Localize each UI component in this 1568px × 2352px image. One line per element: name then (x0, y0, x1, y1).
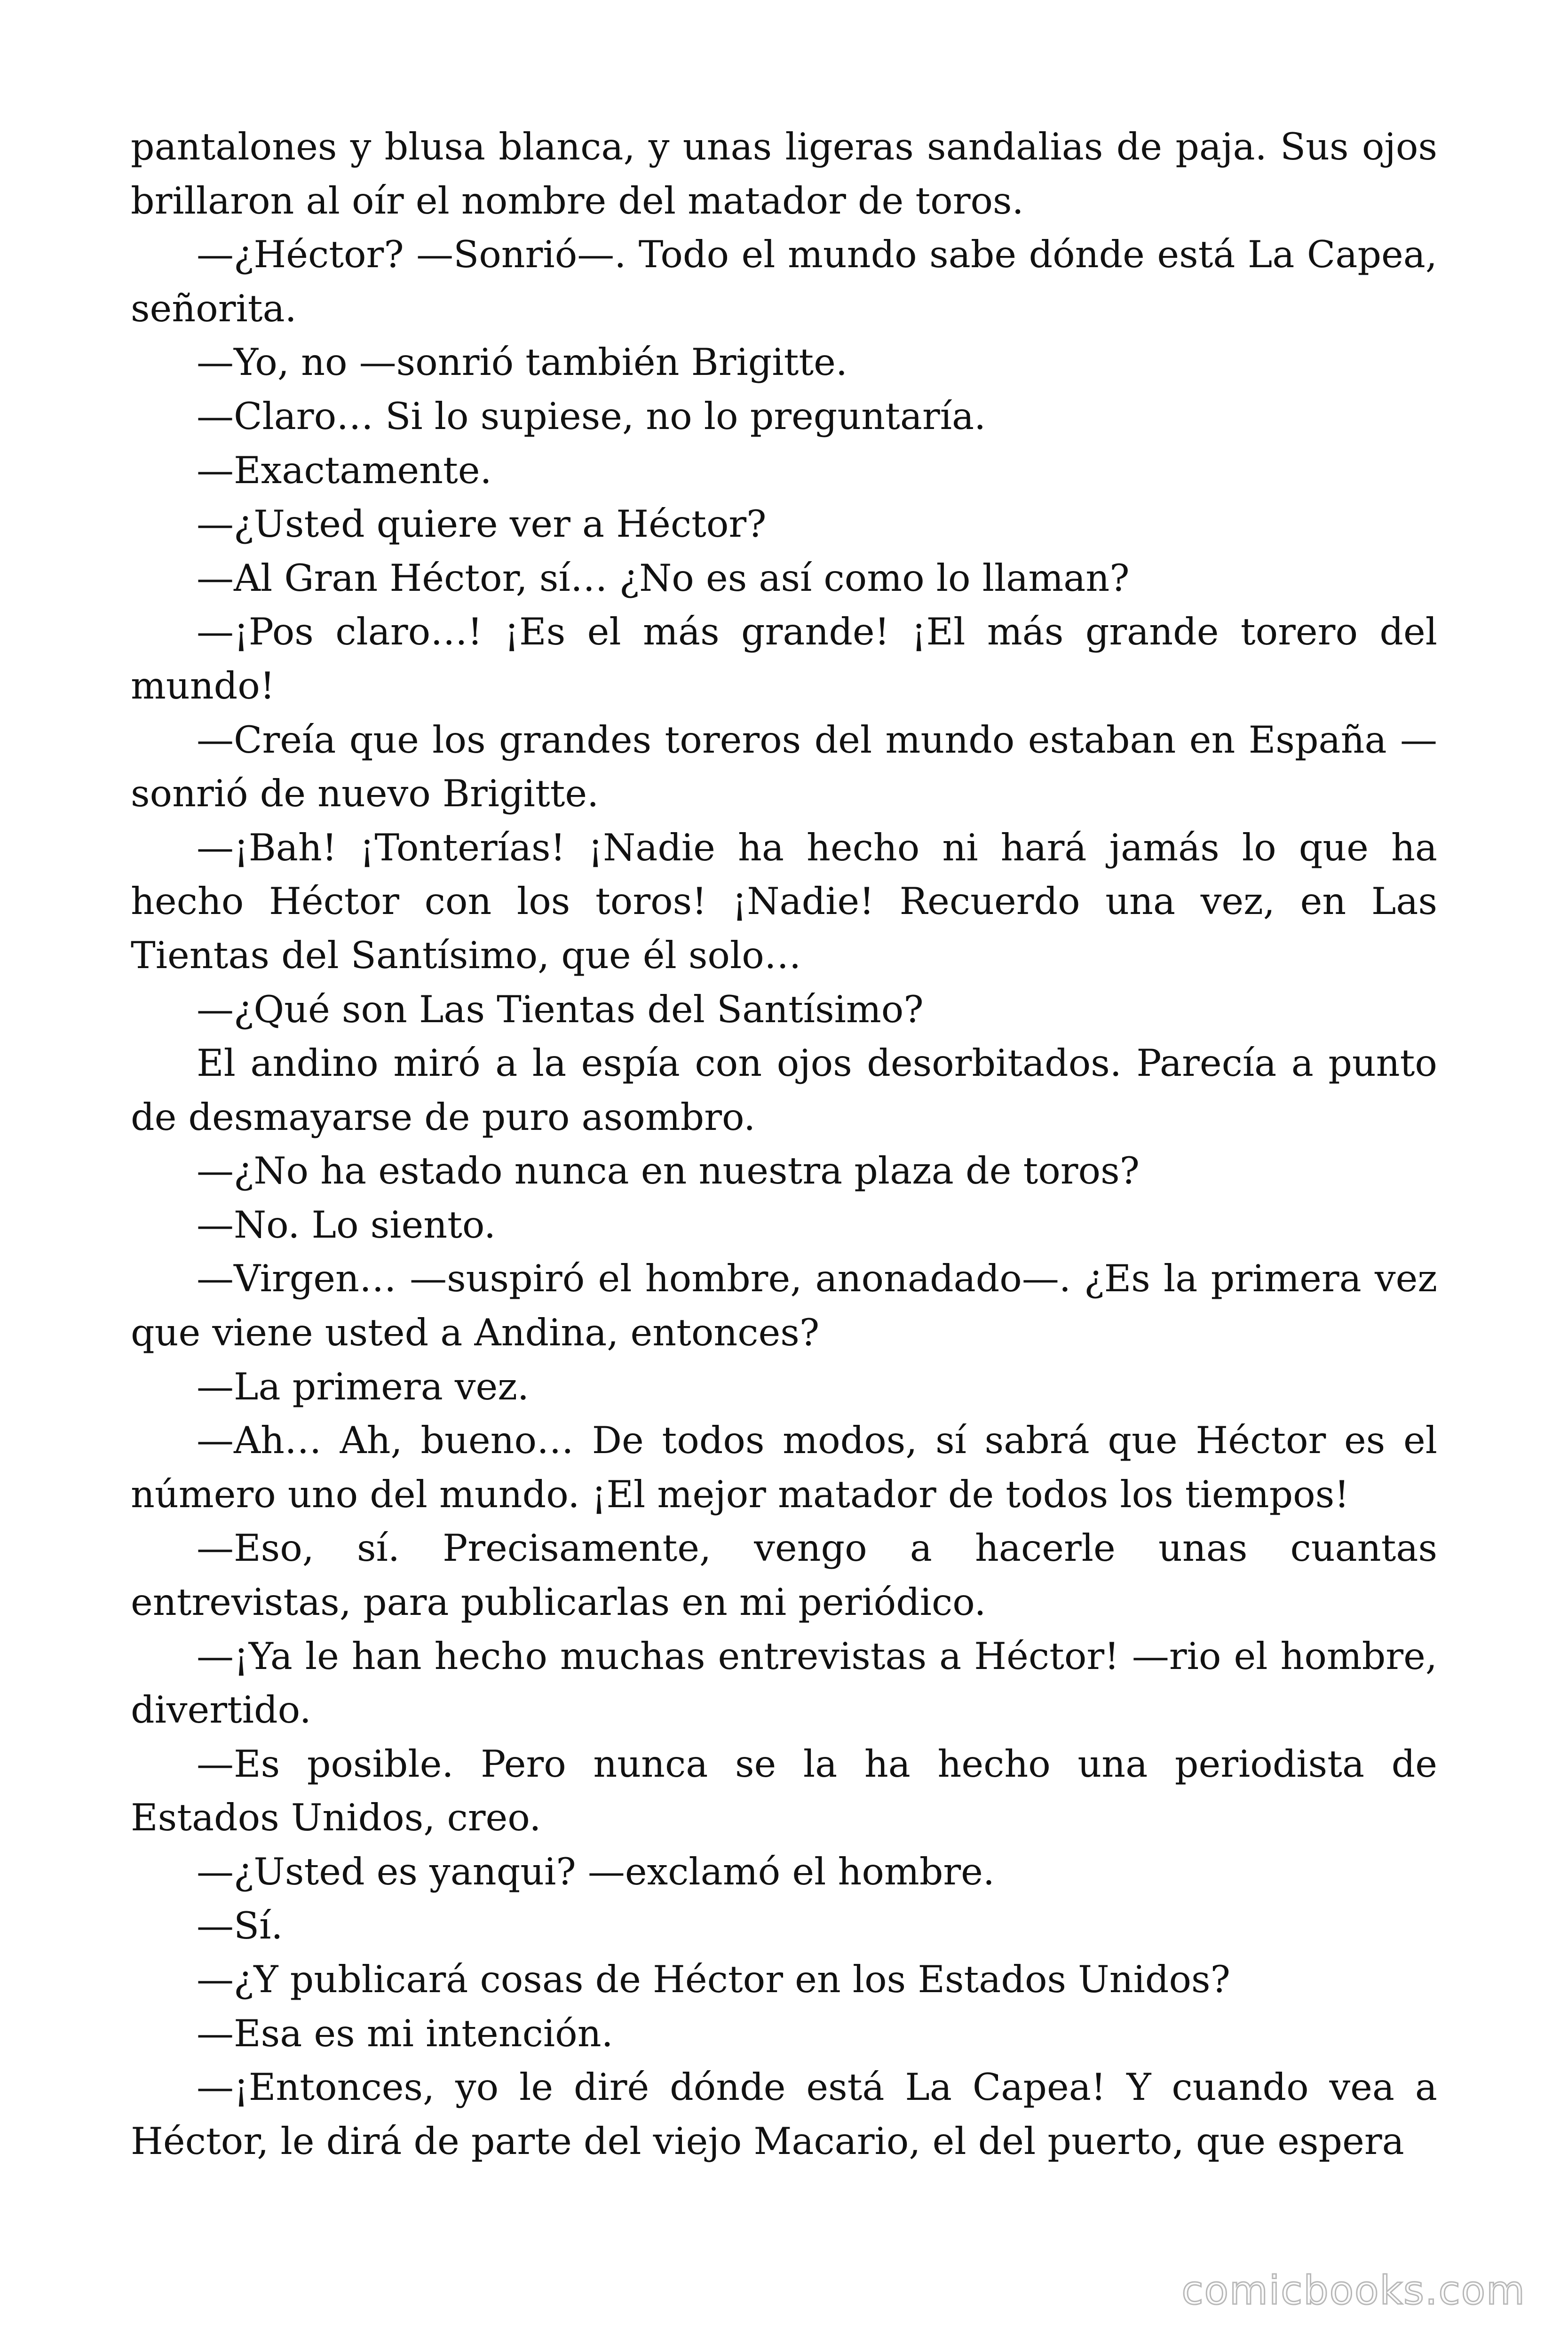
paragraph: —Exactamente. (197, 448, 492, 492)
paragraph: pantalones y blusa blanca, y unas ligeras sandalias de paja. Sus ojos brillaron al oír el nombre del matador de toros. (131, 125, 1437, 222)
paragraph: —¿Héctor? —Sonrió—. Todo el mundo sabe dónde está La Capea, señorita. (131, 233, 1437, 330)
book-page-text (131, 120, 1437, 2169)
paragraph: —Esa es mi intención. (197, 2011, 613, 2055)
paragraph: —Virgen… —suspiró el hombre, anonadado—. ¿Es la primera vez que viene usted a Andina, entonces? (131, 1257, 1437, 1355)
watermark: comicbooks.com (1181, 2267, 1526, 2313)
paragraph: —¡Bah! ¡Tonterías! ¡Nadie ha hecho ni hará jamás lo que ha hecho Héctor con los toros! ¡Nadie! Recuerdo una vez, en Las Tientas del Santísimo, que él solo… (131, 826, 1437, 977)
paragraph: —Al Gran Héctor, sí… ¿No es así como lo llaman? (197, 556, 1130, 600)
paragraph: —Ah… Ah, bueno… De todos modos, sí sabrá que Héctor es el número uno del mundo. ¡El mejor matador de todos los tiempos! (131, 1419, 1437, 1516)
paragraph: —¿Usted quiere ver a Héctor? (197, 502, 767, 546)
paragraph: —Yo, no —sonrió también Brigitte. (197, 341, 847, 384)
paragraph: —Claro… Si lo supiese, no lo preguntaría. (197, 394, 986, 438)
paragraph: —Creía que los grandes toreros del mundo estaban en España —sonrió de nuevo Brigitte. (131, 718, 1437, 816)
paragraph: —Eso, sí. Precisamente, vengo a hacerle unas cuantas entrevistas, para publicarlas en mi periódico. (131, 1526, 1437, 1624)
paragraph: —¿No ha estado nunca en nuestra plaza de toros? (197, 1149, 1140, 1193)
paragraph: El andino miró a la espía con ojos desorbitados. Parecía a punto de desmayarse de puro asombro. (131, 1041, 1437, 1139)
paragraph: —¿Y publicará cosas de Héctor en los Estados Unidos? (197, 1958, 1230, 2002)
paragraph: —La primera vez. (197, 1365, 530, 1408)
paragraph: —¡Entonces, yo le diré dónde está La Capea! Y cuando vea a Héctor, le dirá de parte del viejo Macario, el del puerto, que espera (131, 2066, 1437, 2163)
paragraph: —¡Pos claro…! ¡Es el más grande! ¡El más grande torero del mundo! (131, 610, 1437, 707)
paragraph: —¿Qué son Las Tientas del Santísimo? (197, 987, 924, 1031)
paragraph: —No. Lo siento. (197, 1203, 496, 1247)
paragraph: —¿Usted es yanqui? —exclamó el hombre. (197, 1850, 995, 1893)
paragraph: —¡Ya le han hecho muchas entrevistas a Héctor! —rio el hombre, divertido. (131, 1634, 1437, 1732)
paragraph: —Sí. (197, 1904, 283, 1947)
paragraph: —Es posible. Pero nunca se la ha hecho una periodista de Estados Unidos, creo. (131, 1742, 1437, 1840)
